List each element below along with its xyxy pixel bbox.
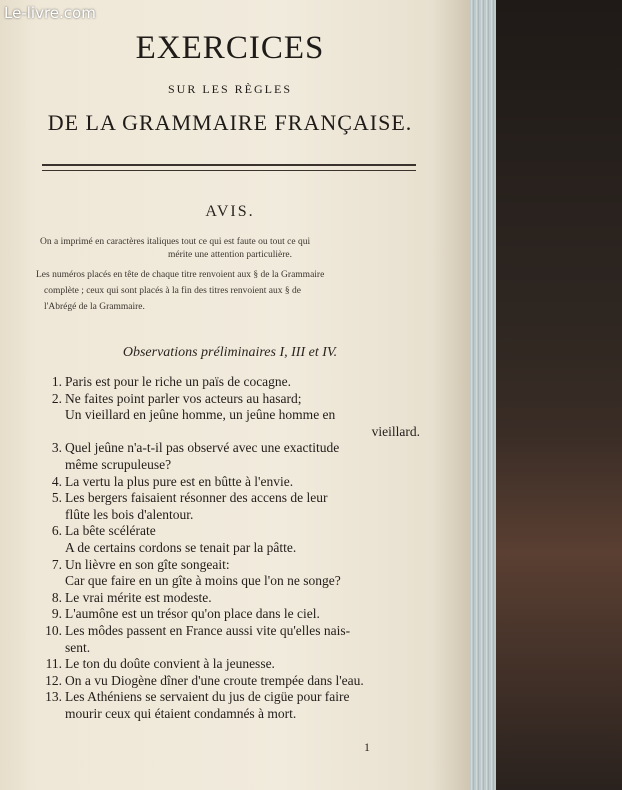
exercise-line: Le vrai mérite est modeste. (65, 589, 212, 605)
exercise-line: Un vieillard en jeûne homme, un jeûne homme en (65, 407, 336, 423)
exercise-line: Les bergers faisaient résonner des accens de leur (65, 490, 328, 506)
exercise-line: Un lièvre en son gîte songeait: (65, 556, 230, 572)
page-title-2: DE LA GRAMMAIRE FRANÇAISE. (47, 110, 413, 135)
exercise-line: Car que faire en un gîte à moins que l'on ne songe? (65, 573, 341, 589)
exercise-number: 12. (45, 672, 62, 688)
observations-heading: Observations préliminaires I, III et IV. (122, 345, 338, 360)
background (496, 0, 622, 790)
page-subtitle: SUR LES RÈGLES (167, 82, 292, 96)
exercise-number: 5. (51, 490, 62, 506)
exercise-number: 6. (51, 523, 62, 539)
divider-thick (42, 164, 416, 166)
exercise-number: 1. (51, 374, 62, 389)
exercise-number: 10. (45, 623, 62, 638)
exercise-number: 13. (45, 689, 62, 705)
exercise-number: 4. (51, 473, 62, 489)
exercise-line: La bête scélérate (65, 523, 156, 539)
avis-p1-line1: On a imprimé en caractères italiques tout ce qui est faute ou tout ce qui (40, 237, 311, 247)
avis-heading: AVIS. (205, 203, 255, 220)
page-title: EXERCICES (135, 30, 325, 66)
avis-p1-line2: mérite une attention particulière. (168, 250, 292, 260)
exercise-line: Les môdes passent en France aussi vite qu'elles nais- (65, 623, 351, 638)
exercise-line: A de certains cordons se tenait par la pâtte. (65, 539, 297, 555)
avis-p2-line1: Les numéros placés en tête de chaque titre renvoient aux § de la Grammaire (36, 270, 325, 280)
exercise-number: 7. (51, 556, 62, 572)
avis-p2-line3: l'Abrégé de la Grammaire. (44, 302, 145, 312)
divider-thin (42, 170, 416, 171)
exercise-line: Ne faites point parler vos acteurs au hasard; (65, 390, 302, 406)
exercise-line: mourir ceux qui étaient condamnés à mort. (65, 705, 297, 721)
avis-p2-line2: complète ; ceux qui sont placés à la fin des titres renvoient aux § de (44, 286, 301, 296)
exercise-number: 8. (51, 589, 62, 605)
exercise-number: 3. (51, 440, 62, 456)
watermark: Le-livre.com (4, 4, 96, 22)
exercise-line: La vertu la plus pure est en bûtte à l'envie. (65, 473, 294, 489)
exercise-line: L'aumône est un trésor qu'on place dans le ciel. (65, 606, 320, 622)
exercise-number: 9. (51, 606, 62, 622)
exercise-line: sent. (65, 639, 91, 655)
page-edges (470, 0, 496, 790)
exercise-number: 11. (45, 656, 62, 672)
exercise-line: Quel jeûne n'a-t-il pas observé avec une exactitude (65, 440, 340, 456)
exercise-line: Paris est pour le riche un païs de cocagne. (65, 374, 292, 389)
exercise-line: Le ton du doûte convient à la jeunesse. (65, 656, 275, 672)
exercise-line: même scrupuleuse? (65, 456, 172, 472)
exercise-line: flûte les bois d'alentour. (65, 506, 194, 522)
exercise-line: Les Athéniens se servaient du jus de cigüe pour faire (65, 689, 350, 705)
exercise-line: On a vu Diogène dîner d'une croute trempée dans l'eau. (65, 672, 364, 688)
exercise-line: vieillard. (371, 423, 420, 439)
page-number: 1 (364, 740, 370, 754)
exercise-number: 2. (51, 390, 62, 406)
